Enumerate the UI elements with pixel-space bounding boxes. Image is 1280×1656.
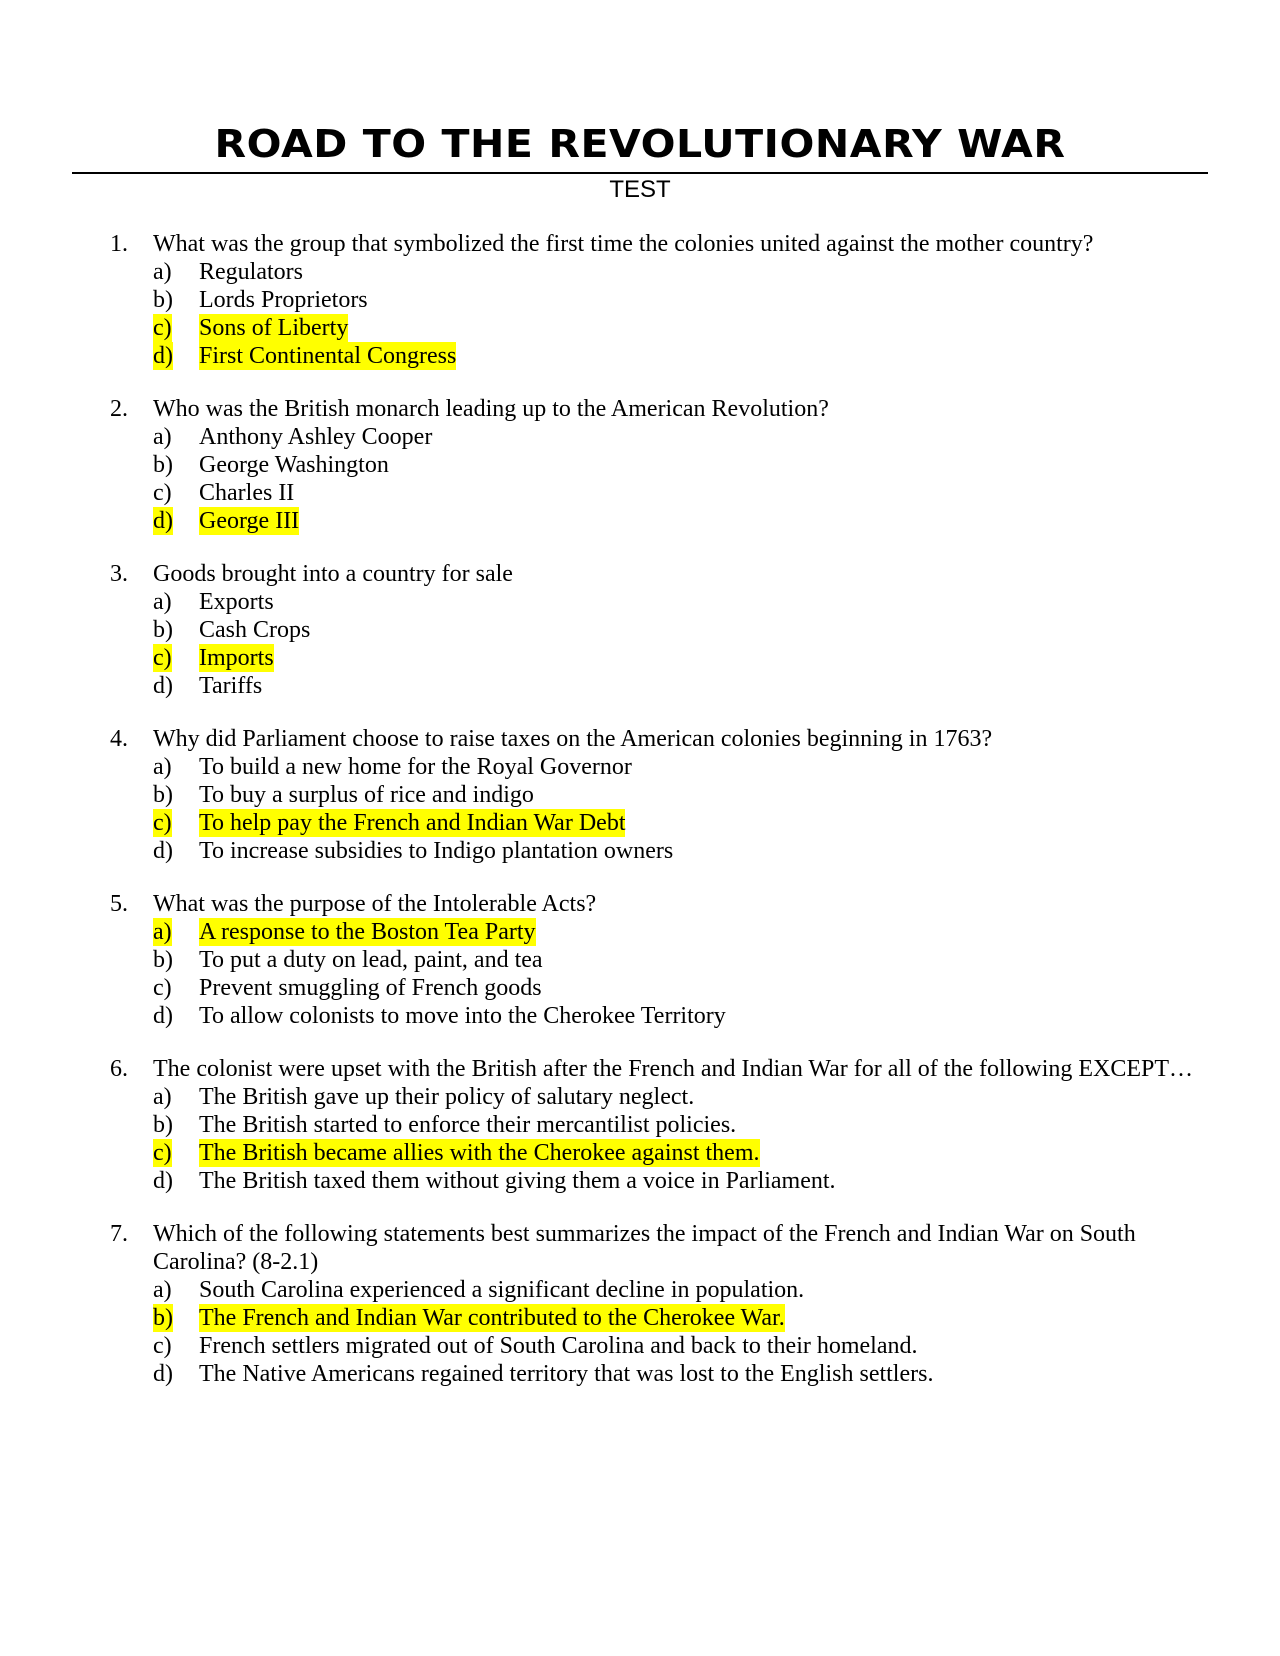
option-letter: b) [153,452,173,478]
option-letter: c) [153,1333,172,1359]
option-text: The French and Indian War contributed to the Cherokee War. [199,1305,785,1331]
option-text: The British gave up their policy of salutary neglect. [199,1084,695,1110]
answer-option [0,1276,1280,1304]
answer-option [0,616,1280,644]
answer-option [0,918,1280,946]
answer-option [0,809,1280,837]
option-letter: b) [153,782,173,808]
question-stem [0,890,1280,918]
option-letter: a) [153,1084,172,1110]
answer-option [0,672,1280,700]
page-subtitle: TEST [609,176,671,203]
option-letter: c) [153,315,172,341]
answer-option [0,781,1280,809]
question-text: Which of the following statements best summarizes the impact of the French and Indian War on South Carolina? (8-2.1) [153,1221,1136,1275]
question-stem [0,725,1280,753]
title-divider [72,172,1208,174]
question-number: 7. [110,1221,128,1247]
option-letter: d) [153,838,173,864]
question-block [0,725,1280,865]
question-number: 2. [110,396,128,422]
question-text: Why did Parliament choose to raise taxes on the American colonies beginning in 1763? [153,726,993,752]
question-text: Goods brought into a country for sale [153,561,513,587]
option-text: To build a new home for the Royal Governor [199,754,632,780]
option-text: South Carolina experienced a significant decline in population. [199,1277,805,1303]
question-number: 3. [110,561,128,587]
page-title: ROAD TO THE REVOLUTIONARY WAR [214,122,1066,166]
option-text: First Continental Congress [199,343,457,369]
option-text: Regulators [199,259,303,285]
option-text: The British taxed them without giving them a voice in Parliament. [199,1168,836,1194]
question-number: 5. [110,891,128,917]
option-text: To increase subsidies to Indigo plantation owners [199,838,674,864]
question-text: What was the group that symbolized the first time the colonies united against the mother country? [153,231,1094,257]
answer-option [0,974,1280,1002]
answer-option [0,258,1280,286]
option-text: George III [199,508,300,534]
option-letter: d) [153,673,173,699]
question-text: Who was the British monarch leading up to the American Revolution? [153,396,829,422]
answer-option [0,314,1280,342]
answer-option [0,1167,1280,1195]
answer-option [0,1332,1280,1360]
option-text: To buy a surplus of rice and indigo [199,782,534,808]
option-letter: a) [153,919,172,945]
option-text: Sons of Liberty [199,315,349,341]
option-text: The British started to enforce their mercantilist policies. [199,1112,737,1138]
answer-option [0,1083,1280,1111]
question-block [0,230,1280,370]
option-text: To put a duty on lead, paint, and tea [199,947,543,973]
answer-option [0,1304,1280,1332]
option-letter: d) [153,1168,173,1194]
option-text: The British became allies with the Cherokee against them. [199,1140,760,1166]
option-letter: b) [153,1112,173,1138]
option-letter: b) [153,947,173,973]
question-block [0,560,1280,700]
option-letter: a) [153,1277,172,1303]
answer-option [0,1111,1280,1139]
answer-option [0,1139,1280,1167]
question-stem [0,1055,1280,1083]
answer-option [0,837,1280,865]
option-text: Exports [199,589,274,615]
question-number: 6. [110,1056,128,1082]
option-text: Anthony Ashley Cooper [199,424,433,450]
question-list [0,230,1280,1413]
option-text: Cash Crops [199,617,311,643]
answer-option [0,451,1280,479]
option-text: Charles II [199,480,295,506]
answer-option [0,1002,1280,1030]
option-text: Prevent smuggling of French goods [199,975,542,1001]
question-text: What was the purpose of the Intolerable Acts? [153,891,597,917]
option-letter: c) [153,1140,172,1166]
answer-option [0,507,1280,535]
question-block [0,1055,1280,1195]
answer-option [0,479,1280,507]
option-text: A response to the Boston Tea Party [199,919,536,945]
option-text: To allow colonists to move into the Cherokee Territory [199,1003,726,1029]
answer-option [0,753,1280,781]
answer-option [0,286,1280,314]
question-number: 4. [110,726,128,752]
option-letter: d) [153,343,173,369]
option-letter: c) [153,480,172,506]
question-stem [0,560,1280,588]
option-text: To help pay the French and Indian War Debt [199,810,626,836]
answer-option [0,946,1280,974]
option-letter: b) [153,617,173,643]
option-letter: a) [153,424,172,450]
option-text: Lords Proprietors [199,287,368,313]
option-text: Tariffs [199,673,263,699]
option-letter: d) [153,1003,173,1029]
option-letter: c) [153,975,172,1001]
question-number: 1. [110,231,128,257]
option-letter: a) [153,259,172,285]
question-block [0,395,1280,535]
option-letter: c) [153,810,172,836]
option-text: The Native Americans regained territory that was lost to the English settlers. [199,1361,934,1387]
answer-option [0,588,1280,616]
option-letter: c) [153,645,172,671]
option-letter: d) [153,1361,173,1387]
option-text: French settlers migrated out of South Carolina and back to their homeland. [199,1333,918,1359]
option-letter: a) [153,589,172,615]
option-text: George Washington [199,452,389,478]
option-letter: d) [153,508,173,534]
option-letter: b) [153,1305,173,1331]
option-letter: b) [153,287,173,313]
question-block [0,890,1280,1030]
answer-option [0,423,1280,451]
question-stem [0,395,1280,423]
answer-option [0,342,1280,370]
option-letter: a) [153,754,172,780]
question-text: The colonist were upset with the British after the French and Indian War for all of the following EXCEPT… [153,1056,1194,1082]
question-block [0,1220,1280,1388]
answer-option [0,1360,1280,1388]
question-stem [0,230,1280,258]
question-stem [0,1220,1280,1276]
answer-option [0,644,1280,672]
option-text: Imports [199,645,274,671]
